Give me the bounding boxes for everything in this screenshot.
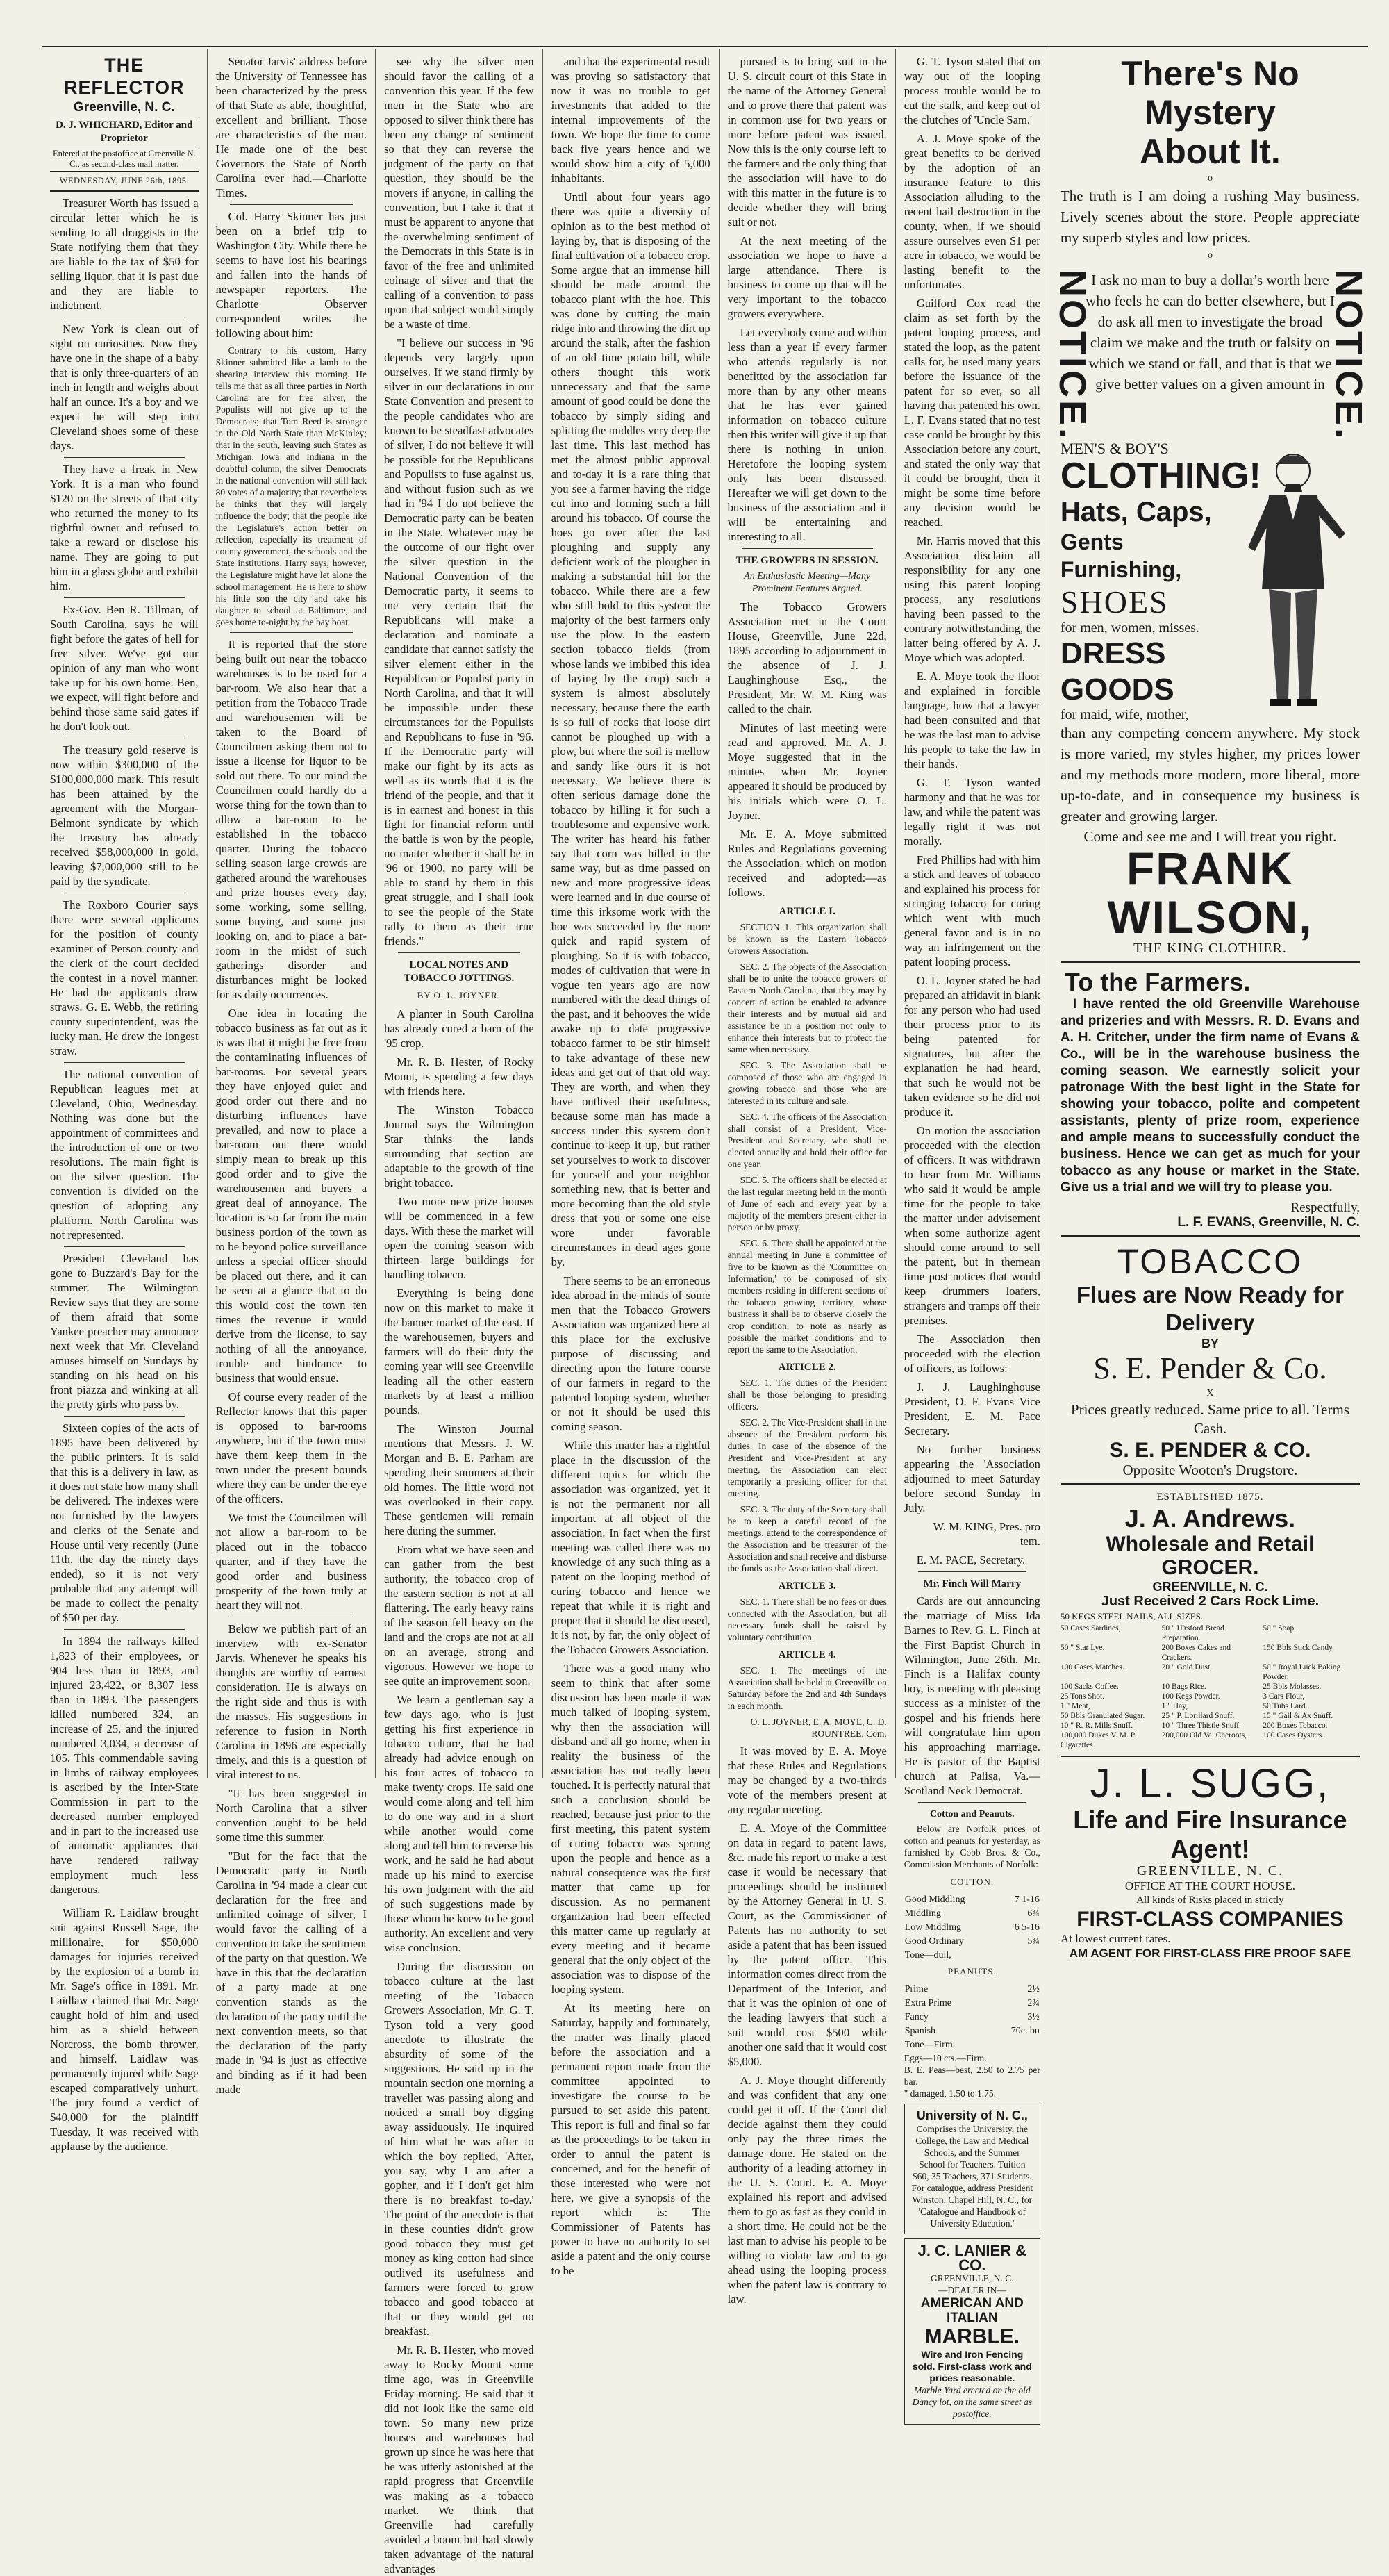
ad-marble-2: MARBLE.	[924, 2325, 1020, 2348]
list-item: 200 Boxes Cakes and Crackers.	[1161, 1644, 1231, 1662]
paragraph: One idea in locating the tobacco business as far out as it is was that it might be free from the contaminating influences of bar-rooms. For several years they have enjoyed quiet and good order out there and no disturbing influences have prevailed, and now to place a bar-room out there would simply mean to break up this good order and to give the warehousemen and buyers a great deal of annoyance. The location is so far from the main business portion of the town as to be beyond police surveillance unless a special officer should be placed out there, and it can be seen at a glance that to do this would cost the town ten times the revenue it would derive from the license, to say nothing of all the annoyance, trouble and hindrance to business that would ensue.	[215, 1007, 367, 1385]
section-heading: LOCAL NOTES AND TOBACCO JOTTINGS.	[404, 959, 515, 984]
table-row: Fancy 3½	[904, 2012, 1040, 2022]
column-5	[720, 49, 896, 2306]
masthead-date: WEDNESDAY, JUNE 26th, 1895.	[50, 171, 199, 190]
paragraph: A planter in South Carolina has already cured a barn of the '95 crop.	[384, 1007, 534, 1050]
ad-frank-wilson: There's No Mystery About It. o The truth is I am doing a rushing May business. Lively scenes about the store. People appreciate my superb styles and low prices. o NOTICE. I ask no man to buy a dollar's worth here who feels he can do better elsewhere, but I do ask all men to investigate the broad claim we make and the truth or falsity on which we stand or fall, and that is that we give better values on a given amount in NOTICE. MEN'S & BOY'S CLOTHING! Hats, Caps, Gents Furnishing, SHOES for men, women, misses. DRESS GOODS for maid, wife, mother, than any competing concern anywhere. My stock is more varied, my styles higher, my prices lower and my methods more modern, more liberal, more up-to-date, and in consequence my business is greater and growing larger. Come and see me and I will treat you right. FRANK WILSON, THE KING CLOTHIER.	[1051, 54, 1370, 957]
rule-text: SEC. 6. There shall be appointed at the annual meeting in June a committee of five to be known as the 'Committee on Information,' to be composed of six members residing in different sections of the tobacco growing territory, whose business it shall be to observe closely the crop condition, to note as nearly as possible the market conditions and to report the same to the Association.	[727, 1238, 887, 1355]
ad-sign-2: L. F. EVANS, Greenville, N. C.	[1177, 1215, 1360, 1230]
ad-town: GREENVILLE, N. C.	[1136, 1863, 1284, 1879]
paragraph: The Association then proceeded with the election of officers, as follows:	[904, 1332, 1040, 1375]
paragraph: "But for the fact that the Democratic party in North Carolina in '94 made a clear cut declaration for the free and unlimited coinage of silver, I would favor the calling of a convention to take the sentiment of the party on that question. We have in this that the declaration of a party made at one convention stands as the declaration of the party until the next convention meets, so that the declaration of the party made in '94 is just as effective and binding as if it had been made	[215, 1849, 367, 2096]
list-item: 25 Bbls Molasses.	[1263, 1683, 1322, 1692]
table-row: Good Ordinary 5¾	[904, 1936, 1040, 1947]
rules-block	[728, 905, 887, 1740]
table-row: Tone—dull,	[904, 1950, 951, 1960]
clothing-list	[1060, 440, 1261, 723]
paragraph: Until about four years ago there was quite a diversity of opinion as to the best method of laying by, that is disposing of the final cultivation of a tobacco crop. Some argue that an immense hill should be made around the tobacco plant with the hoe. This was done by cutting the main ridge into and throwing the dirt up around the stalk, after the fashion of an old time potato hill, while others thought this work unnecessary and that the same amount of good could be done the tobacco by simply siding and splitting the middles very deep the last time. This last method has met the almost public approval and to-day it is a rare thing that you see a farmer having the ridge cut into and forming such a hill around his tobacco. Of course the hoes go over after the last ploughing and supply any deficient work of the plougher in making a substantial hill for the tobacco. While there are a few who still hold to this system the majority of the best farmers only use the plow. In the eastern section tobacco fields (from whose lands we imbibed this idea of laying by the crop) such a system is almost absolutely necessary, because there the earth is so full of rocks that loose dirt cannot be ploughed up with a plow, but where the soil is mellow and sandy like ours it is not necessary. We believe there is often serious damage done the tobacco by hilling it for such a troublesome and expensive work. The writer has heard his father say that corn was hilled in the same way, but as time passed on new and more progressive ideas were learned and in due course of time this irksome work with the hoe was succeeded by the more quick and rapid system of ploughing. So it is with tobacco, modes of cultivation that were in vogue ten years ago are now numbered with the dead things of the past, and it behooves the wide awake up to date progressive tobacco farmer to be stir himself to take advantage of these new ideas and get out of that old way. They are worth, and when they have outlived their usefulness, because some man has made a success under this system don't continue to keep it up, but rather set yourselves to work to discover for yourself and your neighbor something new, that is better and more becoming than the old style dress that you or some one else wore under favorable circumstances in dead ages gone by.	[551, 190, 710, 1269]
column-4	[543, 49, 720, 2277]
table-row: Low Middling 6 5-16	[904, 1922, 1040, 1933]
marriage-heading: Mr. Finch Will Marry	[923, 1578, 1022, 1590]
list-item: 200 Boxes Tobacco.	[1263, 1722, 1328, 1731]
rule-text: SEC. 3. The duty of the Secretary shall be to keep a careful record of the meetings, attend to the correspondence of the Association and be treasurer of the Association and shall receive and disburse the funds as the Association shall direct.	[727, 1504, 887, 1574]
masthead-town: Greenville, N. C.	[73, 100, 175, 115]
paragraph: We learn a gentleman say a few days ago, who is just getting his first experience in tobacco culture, that he had already had advice enough on his four acres of tobacco to make twenty crops. He said one would come along and tell him to do one way and in a short while another would come along and tell him to reverse his work, and he said he had about made up his mind to exercise his own judgment with the aid of such suggestions made by those whom he knew to be good authority. An excellent and very wise conclusion.	[384, 1693, 534, 1954]
table-row: Good Middling 7 1-16	[904, 1894, 1040, 1905]
list-item: 1 " Hay,	[1161, 1702, 1188, 1711]
clothing-block	[1061, 441, 1360, 723]
shoes-label: SHOES	[1060, 584, 1169, 620]
ad-title-2: About It.	[1140, 132, 1281, 171]
column-1	[42, 49, 208, 2153]
column-3	[376, 49, 543, 2575]
notice-text: I ask no man to buy a dollar's worth here who feels he can do better elsewhere, but I do ask all men to investigate the broad claim we make and the truth or falsity on which we stand or fall, and that is that we give better values on a given amount in	[1086, 272, 1335, 393]
ad-item-list	[1061, 1624, 1360, 1750]
paragraph: On motion the association proceeded with the election of officers. It was withdrawn to hear from Mr. Williams who said it would be ample time for the people to take the matter under advisement when some authorize agent should come around to sell the patent, but in themean time post notices that would keep drummers loafers, strangers and tramps off their premises.	[904, 1124, 1040, 1327]
notice-row	[1051, 270, 1370, 442]
paragraph: At the next meeting of the association we hope to have a large attendance. There is business to come up that will be very important to the tobacco growers everywhere.	[727, 234, 887, 320]
list-item: 50 " Royal Luck Baking Powder.	[1263, 1663, 1341, 1682]
ad-pender	[1061, 1242, 1360, 1478]
ad-line: Life and Fire Insurance Agent!	[1073, 1806, 1347, 1864]
rule-text: SEC. 1. There shall be no fees or dues connected with the Association, but all necessary funds shall be raised by voluntary contribution.	[727, 1596, 887, 1642]
ad-title: J. C. LANIER & CO.	[917, 2242, 1027, 2274]
clothing-label: CLOTHING!	[1060, 456, 1261, 497]
rule-text: SEC. 1. The duties of the President shall be those belonging to presiding officers.	[727, 1378, 887, 1412]
peanut-label: PEANUTS.	[947, 1966, 997, 1976]
hats-label: Hats, Caps,	[1060, 497, 1212, 528]
ad-farmers	[1061, 968, 1360, 1230]
paragraph: Let everybody come and within less than a year if every farmer who attends regularly is not benefitted by the association far more than by any other means that he has ever gained information on tobacco culture then this writer will give it up that there is nothing in union. Heretofore the looping system only has been discussed. Hereafter we will get down to the business of the association and it will be entertaining and interesting to all.	[727, 326, 887, 543]
paragraph: The Tobacco Growers Association met in the Court House, Greenville, June 22d, 1895 according to adjournment in the absence of J. J. Laughinghouse Esq., the President, Mr. W. M. King was called to the chair.	[727, 600, 887, 716]
list-item: 100 Sacks Coffee.	[1060, 1683, 1119, 1692]
paragraph: The Winston Tobacco Journal says the Wilmington Star thinks the lands surrounding that section are adaptable to the growth of fine bright tobacco.	[384, 1103, 534, 1189]
column-6	[896, 49, 1049, 2419]
paragraph: The Winston Journal mentions that Messrs. J. W. Morgan and B. E. Parham are spending their summers at their old homes. The little word not was overlooked in their copy. These gentlemen will remain here during the summer.	[384, 1422, 534, 1537]
market-extra: Eggs—10 cts.—Firm. B. E. Peas—best, 2.50 to 2.75 per bar. " damaged, 1.50 to 1.75.	[904, 2053, 1040, 2099]
paragraph: In 1894 the railways killed 1,823 of their employees, or 904 less than in 1893, and injured 23,422, or 8,307 less than in 1893. The passengers killed numbered 324, an increase of 25, and the injured numbered 3,034, a decrease of 105. This commendable saving in limbs of railway employees is ascribed by the Inter-State Commission in part to the decreased number employed and in part to the increased use of automatic appliances that have rendered railway employment much less dangerous.	[50, 1635, 199, 1896]
ad-sub: THE KING CLOTHIER.	[1133, 941, 1287, 957]
paragraph: We trust the Councilmen will not allow a bar-room to be placed out in the tobacco quarter, and if they have the good order and business prosperity of the town truly at heart they will not.	[215, 1511, 367, 1612]
rule-text: SEC. 1. The meetings of the Association shall be held at Greenville on Saturday before the 2nd and 4th Sundays in each month.	[727, 1665, 887, 1711]
paragraph: O. L. Joyner stated he had prepared an affidavit in blank for any person who had used their process prior to its being patented for signatures, but after the explanation he had heard, that such he would not be taken evidence so he did not produce it.	[904, 974, 1040, 1118]
paragraph: Guilford Cox read the claim as set forth by the patent looping process, and stated the loop, as the patent calls for, he used many years before the issuance of the patent for so ever, so all having that patented his own. L. F. Evans stated that no test case could be brought by this Association before any court, and stated the only way that it could be brought, then it might be some time before any decision would be reached.	[904, 297, 1040, 529]
paragraph: While this matter has a rightful place in the discussion of the different topics for which the association was organized, yet it is not the permanent nor all important at all object of the association. In fact when the first meeting was called there was no knowledge of any such thing as a patent on the looping method of curing tobacco and hence we repeat that while it is right and proper that it should be discussed, it is not, by far, the only object of the Tobacco Growers Association.	[551, 1439, 710, 1656]
mens-label: MEN'S & BOY'S	[1060, 440, 1169, 458]
ad-name: S. E. Pender & Co.	[1093, 1351, 1327, 1386]
rule-text: SEC. 2. The Vice-President shall in the absence of the President perform his duties. In case of the absence of the President and Vice-President at any meeting, the Association can elect temporarily a presiding officer for that meeting.	[727, 1417, 887, 1498]
peanut-table	[904, 1983, 1040, 2052]
list-item: 200,000 Old Va. Cheroots,	[1161, 1731, 1247, 1740]
ad-location: Opposite Wooten's Drugstore.	[1122, 1462, 1298, 1479]
cotton-label: COTTON.	[950, 1876, 995, 1887]
ad-yard: Marble Yard erected on the old Dancy lot, on the same street as postoffice.	[912, 2385, 1032, 2419]
ad-flues: Flues are Now Ready for Delivery	[1076, 1282, 1344, 1336]
list-item: 1 " Meat,	[1060, 1702, 1090, 1711]
section-heading: THE GROWERS IN SESSION.	[735, 555, 879, 566]
article-heading: ARTICLE I.	[779, 906, 835, 917]
cotton-table	[904, 1893, 1040, 1963]
notice-right: NOTICE.	[1327, 270, 1370, 442]
list-item: 50 " Soap.	[1263, 1624, 1297, 1633]
table-row: Tone—Firm.	[904, 2040, 956, 2050]
list-item: 150 Bbls Stick Candy.	[1263, 1644, 1335, 1653]
article-heading: ARTICLE 4.	[778, 1649, 836, 1660]
paragraph: pursued is to bring suit in the U. S. circuit court of this State in the name of the Attorney General and to prove there that patent was in common use for two years or more before patent was issued. Now this is the only course left to the farmers and the only thing that the association will have to do with this matter in the future is to decide whether they will bring suit or not.	[727, 55, 887, 229]
ad-town: GREENVILLE, N. C.	[931, 2273, 1014, 2284]
ad-name-2: S. E. PENDER & CO.	[1109, 1439, 1311, 1462]
ad-title: University of N. C.,	[916, 2108, 1028, 2122]
paragraph: "It has been suggested in North Carolina that a silver convention ought to be held some time this summer.	[215, 1787, 367, 1844]
top-rule	[42, 46, 1368, 47]
paragraph: Of course every reader of the Reflector knows that this paper is opposed to bar-rooms anywhere, but if the town must have them keep them in the town under the present bounds where they can be under the eye of the officers.	[215, 1390, 367, 1505]
list-item: 50 " H'rsford Bread Preparation.	[1161, 1624, 1224, 1643]
paragraph: There seems to be an erroneous idea abroad in the minds of some men that the Tobacco Growers Association was organized here at this place for the exclusive purpose of discussing and directing upon the future course of our farmers in regard to the patented looping system, whether or not it should be used this coming season.	[551, 1274, 710, 1433]
paragraph: Fred Phillips had with him a stick and leaves of tobacco and explained his process for stringing tobacco for curing which went with much general favor and is in no way an infringement on the patent looping process.	[904, 853, 1040, 968]
signature: E. M. PACE, Secretary.	[916, 1553, 1026, 1567]
ad-dealer: —DEALER IN—	[938, 2285, 1006, 2295]
dress-label: DRESS GOODS	[1060, 636, 1174, 707]
ad-name: J. L. SUGG,	[1090, 1761, 1331, 1807]
ad-name: J. A. Andrews.	[1124, 1504, 1296, 1533]
paragraph: The national convention of Republican leagues met at Cleveland, Ohio, Wednesday. Nothing was done but the appointment of committees and the introduction of one or two resolutions. The main fight is on the silver question. The convention is divided on the question of adopting any platform. North Carolina was not represented.	[50, 1068, 199, 1241]
ad-prices: Prices greatly reduced. Same price to all. Terms Cash.	[1070, 1401, 1349, 1437]
ad-tail: than any competing concern anywhere. My stock is more varied, my styles higher, my prices lower and my methods more modern, more liberal, more up-to-date, and in consequence my business is greater and growing larger.	[1060, 725, 1360, 825]
column-2	[208, 49, 376, 2096]
ad-x: X	[1206, 1388, 1214, 1399]
rule-text: SECTION 1. This organization shall be known as the Eastern Tobacco Growers Association.	[727, 922, 887, 956]
ad-grocer: Wholesale and Retail GROCER.	[1106, 1533, 1315, 1580]
list-item: 10 " R. R. Mills Snuff.	[1060, 1722, 1133, 1731]
ad-tobacco: TOBACCO	[1117, 1242, 1304, 1282]
list-item: 20 " Gold Dust.	[1161, 1663, 1213, 1672]
signature: W. M. KING, Pres. pro tem.	[933, 1520, 1040, 1548]
list-item: 3 Cars Flour,	[1263, 1692, 1305, 1701]
list-item: 25 " P. Lorillard Snuff.	[1161, 1712, 1235, 1721]
article-heading: ARTICLE 2.	[778, 1362, 836, 1373]
paragraph: No further business appearing the 'Association adjourned to meet Saturday before second Sunday in July.	[904, 1443, 1040, 1514]
paragraph: Mr. Harris moved that this Association disclaim all responsibility for any one using this patent looping process, any resolutions having been passed to the contrary notwithstanding, the latter being offered by A. J. Moye which was adopted.	[904, 534, 1040, 664]
rule-text: SEC. 5. The officers shall be elected at the last regular meeting held in the month of June of each and every year by a majority of the members present either in person or by proxy.	[727, 1175, 887, 1232]
paragraph: Mr. R. B. Hester, of Rocky Mount, is spending a few days with friends here.	[384, 1055, 534, 1098]
table-row: Extra Prime 2¾	[904, 1998, 1040, 2008]
columns	[42, 49, 1370, 2575]
paragraph: E. A. Moye of the Committee on data in regard to patent laws, &c. made his report to make a test case it would be necessary that proceedings should be instituted by the Attorney General in U. S. Court, as the Commissioner of Patents has no authority to set aside a patent that has been issued by the patent office. This information comes direct from the Department of the Interior, and that it was the opinion of one of the leading lawyers that such a suit would cost $500 while another one said that it would cost $5,000.	[727, 1822, 887, 2068]
paragraph: Everything is being done now on this market to make it the banner market of the east. If the warehousemen, buyers and farmers will do their duty the coming year will see Greenville leading all the other eastern markets by at least a million pounds.	[384, 1287, 534, 1417]
paragraph: Minutes of last meeting were read and approved. Mr. A. J. Moye suggested that in the minutes when Mr. Joyner appeared it should be produced by his initials which were O. L. Joyner.	[727, 721, 887, 822]
ad-town: GREENVILLE, N. C.	[1152, 1580, 1268, 1594]
ad-university	[904, 2104, 1040, 2234]
ad-companies: FIRST-CLASS COMPANIES	[1076, 1908, 1344, 1931]
ad-fence: Wire and Iron Fencing sold. First-class work and prices reasonable.	[912, 2349, 1032, 2384]
list-item: 100 Kegs Powder.	[1161, 1692, 1220, 1701]
paragraph: and that the experimental result was proving so satisfactory that now it was no trouble to get investments that added to the internal improvements of the town. We hope the time to come back five years hence and we would show him a city of 5,000 inhabitants.	[551, 55, 710, 185]
table-row: Prime 2½	[904, 1984, 1040, 1995]
list-item: 100 Cases Oysters.	[1263, 1731, 1324, 1740]
gentleman-figure-icon	[1227, 443, 1352, 721]
table-row: Spanish 70c. bu	[904, 2026, 1040, 2036]
paragraph: Mr. R. B. Hester, who moved away to Rocky Mount some time ago, was in Greenville Friday morning. He said that it did not look like the same old town. So many new prize houses and warehouses had grown up since he was here that he was utterly astonished at the rapid progress that Greenville was making as a tobacco market. We think that Greenville had carefully avoided a boom but had slowly taken advantage of the natural advantages	[384, 2343, 534, 2575]
column-7-ads	[1049, 49, 1370, 1960]
paragraph: Contrary to his custom, Harry Skinner submitted like a lamb to the shearing interview this morning. He tells me that as all three parties in North Carolina are for free silver, the Populists will not give up to the Democrats; that Tom Reed is stronger in the Old North State than McKinley; that in the south, leaving such States as Michigan, Iowa and Indiana in the doubtful column, the silver Democrats in the national convention will still lack 80 votes of a majority; that nevertheless he thinks that they will largely influence the body; that the people like the Legislature's action better on reflection, especially its treatment of county government, the schools and the State institutions. Harry says, however, the Legislature might have let alone the school management. He is here to show his little son the city and take his daughter to school at Baltimore, and goes home to-night by the bay boat.	[215, 345, 367, 627]
ad-sign-1: Respectfully,	[1290, 1200, 1360, 1216]
list-item: 50 Tubs Lard.	[1263, 1702, 1308, 1711]
ad-est: ESTABLISHED 1875.	[1156, 1492, 1264, 1503]
paragraph: Two more new prize houses will be commenced in a few days. With these the market will open the coming season with thirteen large buildings for handling tobacco.	[384, 1195, 534, 1281]
paragraph: The treasury gold reserve is now within $300,000 of the $100,000,000 mark. This result has been attained by the agreement with the Morgan-Belmont syndicate by which the treasury has already received $58,000,000 in gold, leaving $7,000,000 still to be paid by the syndicate.	[50, 743, 199, 888]
paragraph: "I believe our success in '96 depends very largely upon ourselves. If we stand firmly by silver in our declarations in our State Convention and present to the people candidates who are known to be steadfast advocates of silver, I do not believe it will be possible for the Republicans and Populists to fuse against us, and without fusion such as we had in '94 I do not believe the Democratic party can be beaten in the State. Whatever may be the outcome of our fight over the silver question in the National Convention of the Democratic party, it seems to me very certain that the Republicans will make a declaration and nominate a candidate that cannot satisfy the silver element either in the Republican or Populist party in North Carolina, and that it will be impossible under these circumstances for the Populists and Republicans to fuse in '96. If the Democratic party will make our fight by its acts as well as its words that it is the friend of the people, and that it is in earnest and honest in this fight for financial reform until the battle is won by the people, no matter whether it shall be in '96 or 1900, no party will be able to stand by them in this great struggle, and I shall look to see the people of the State rally to them as their true friends."	[384, 336, 534, 948]
paragraph: William R. Laidlaw brought suit against Russell Sage, the millionaire, for $50,000 damages for injuries received by the explosion of a bomb in Mr. Sage's office in 1891. Mr. Laidlaw claimed that Mr. Sage caught hold of him and used him as a shield between Norcross, the bomb thrower, and himself. Laidlaw was permanently injured while Sage escaped comparatively unhurt. The jury found a verdict of $40,000 for the plaintiff Tuesday. It was received with applause by the audience.	[50, 1906, 199, 2153]
ad-come: Come and see me and I will treat you right.	[1083, 828, 1337, 845]
list-item: 50 Bbls Granulated Sugar.	[1060, 1712, 1145, 1721]
table-row: Middling 6¾	[904, 1908, 1040, 1919]
paragraph: Col. Harry Skinner has just been on a brief trip to Washington City. While there he seems to have lost his bearings and fallen into the hands of newspaper reporters. The Charlotte Observer correspondent writes the following about him:	[215, 210, 367, 340]
ad-office: OFFICE AT THE COURT HOUSE.	[1124, 1879, 1295, 1893]
list-item: 100,000 Dukes V. M. P. Cigarettes.	[1060, 1731, 1136, 1750]
paragraph: Senator Jarvis' address before the University of Tennessee has been characterized by the press of that State as able, thoughtful, excellent and brilliant. Those are characteristics of the man. He made one of the best Governors the State of North Carolina ever had.—Charlotte Times.	[215, 55, 367, 199]
ad-sugg	[1061, 1762, 1360, 1960]
ad-marble-1: AMERICAN AND ITALIAN	[920, 2296, 1024, 2325]
rule-text: SEC. 2. The objects of the Association shall be to unite the tobacco growers of Eastern North Carolina, that they may by concert of action be enabled to advance their interests and by mutual aid and assistance be in a position not only to enhance their interests but to protect the same when necessary.	[727, 961, 887, 1055]
paragraph: There was a good many who seem to think that after some discussion has been made it was much talked of looping system, why then the association will disband and all go home, when in reality the business of the association has not really been touched. It is perfectly natural that such a conclusion should be reached, because just prior to the first meeting, this patent system of curing tobacco was sprung upon the people and hence as a natural consequence was the first matter that came up for discussion. As no permanent organization had been effected this matter came up regularly at every meeting and it became general that the only object of the association was to dispose of the looping system.	[551, 1662, 710, 1996]
paragraph: J. J. Laughinghouse President, O. F. Evans Vice President, E. M. Pace Secretary.	[904, 1380, 1040, 1437]
masthead-editor: D. J. WHICHARD, Editor and Proprietor	[50, 117, 199, 147]
paragraph: From what we have seen and can gather from the best authority, the tobacco crop of the eastern section is not at all flattering. The early heavy rains of the season fell heavy on the land and the crops are not at all on an average, strong and vigorous. However we hope to see quite an improvement soon.	[384, 1543, 534, 1687]
ad-title-1: There's No Mystery	[1121, 54, 1299, 132]
paragraph: They have a freak in New York. It is a man who found $120 on the streets of that city who returned the money to its rightful owner and refused to take a reward or disclose his name. They are going to put him in a glass globe and exhibit him.	[50, 463, 199, 593]
market-intro: Below are Norfolk prices of cotton and peanuts for yesterday, as furnished by Cobb Bros. & Co., Commission Merchants of Norfolk:	[904, 1824, 1040, 1869]
list-item: 50 " Star Lye.	[1060, 1644, 1105, 1653]
masthead	[50, 54, 199, 192]
ad-rates: At lowest current rates.	[1060, 1932, 1171, 1946]
ad-agent: AM AGENT FOR FIRST-CLASS FIRE PROOF SAFE	[1069, 1947, 1351, 1960]
paragraph: It is reported that the store being built out near the tobacco warehouses is to be used for a bar-room. We also hear that a petition from the Tobacco Trade and warehousemen will be taken to the Board of Councilmen asking them not to issue a license for liquor to be sold out there. To our mind the Councilmen could hardly do a worse thing for the town than to allow a bar-room to be established in the tobacco quarter. During the tobacco selling season large crowds are gathered around the warehouses and prize houses every day, some working, some selling, some buying, and some just looking on, and to place a bar-room in the midst of such gatherings disorder and disturbances might be looked for as daily occurrences.	[215, 638, 367, 1001]
ad-risks: All kinds of Risks placed in strictly	[1136, 1894, 1284, 1906]
ad-name: FRANK WILSON,	[1107, 843, 1313, 943]
paragraph: E. A. Moye took the floor and explained in forcible language, how that a lawyer had been consulted and that he was the last man to advise his people to take the law in their hands.	[904, 670, 1040, 770]
ad-lanier	[904, 2238, 1040, 2425]
paragraph: During the discussion on tobacco culture at the last meeting of the Tobacco Growers Association, Mr. G. T. Tyson told a very good anecdote to illustrate the absurdity of some of the suggestions. He said up in the mountain section one morning a traveller was passing along and noticed a small boy digging away assiduously. He inquired of him what he was after to which the boy replied, 'After, you say, why I am after a gopher, and if I don't get him there is no breakfast to-day.' The point of the anecdote is that in these counties didn't grow good tobacco they must get money as king cotton had since outlived its usefulness and farmers were forced to grow tobacco and good tobacco at that or they would get no breakfast.	[384, 1960, 534, 2338]
paragraph: Below we publish part of an interview with ex-Senator Jarvis. Whenever he speaks his thoughts are worthy of earnest consideration. He is always on the right side and thus is with the masses. His suggestions in reference to fusion in North Carolina in 1896 are especially timely, and this is a question of vital interest to us.	[215, 1622, 367, 1781]
rule-text: SEC. 4. The officers of the Association shall consist of a President, Vice-President and Secretary, who shall be elected annually and hold their office for one year.	[727, 1112, 887, 1169]
masthead-title: THE REFLECTOR	[64, 55, 185, 98]
ad-text: Comprises the University, the College, the Law and Medical Schools, and the Summer School for Teachers. Tuition $60, 35 Teachers, 371 Students. For catalogue, address President Winston, Chapel Hill, N. C., for 'Catalogue and Handbook of University Education.'	[911, 2124, 1033, 2229]
ad-title: To the Farmers.	[1064, 968, 1251, 997]
paragraph: At its meeting here on Saturday, happily and fortunately, the matter was finally placed before the association and a permanent report made from the committee appointed to investigate the course to be pursued to set aside this patent. This report is full and final so far as the proceedings to be taken in order to annul the patent is concerned, and for the benefit of those interested who were not here, we give a synopsis of the report which is: The Commissioner of Patents has power to have no authority to set aside a patent and the only course to be	[551, 2001, 710, 2277]
paragraph: see why the silver men should favor the calling of a convention this year. If the few men in the State who are opposed to silver think there has been any change of sentiment so that they can reverse the judgment of the party on that question, they should be the movers if anyone, in calling the convention, but I take it that it must be apparent to anyone that the overwhelming sentiment of the Democrats in this State is in favor of the free and unlimited coinage of silver and that the calling of a convention to pass upon that subject would simply be a waste of time.	[384, 55, 534, 331]
ad-andrews	[1061, 1490, 1360, 1750]
byline: BY O. L. JOYNER.	[417, 990, 501, 1000]
list-item: 100 Cases Matches.	[1060, 1663, 1124, 1672]
gents-label: Gents Furnishing,	[1060, 529, 1182, 583]
paragraph: New York is clean out of sight on curiosities. Now they have one in the shape of a baby that is only three-quarters of an inch in length and weighs about half an ounce. It's a boy and we expect he will step into Cleveland shoes some of these days.	[50, 322, 199, 452]
list-item: 50 Cases Sardines,	[1060, 1624, 1121, 1633]
paragraph: Cards are out announcing the marriage of Miss Ida Barnes to Rev. G. L. Finch at the First Baptist Church in Wilmington, June 26th. Mr. Finch is a Halifax county boy, is meeting with pleasing success as a minister of the gospel and his friends here will congratulate him upon his approaching marriage. He is pastor of the Baptist church at Palisa, Va.—Scotland Neck Democrat.	[904, 1594, 1040, 1797]
paragraph: Ex-Gov. Ben R. Tillman, of South Carolina, says he will fight before the gates of hell for free silver. We've got our opinion of any man who wont take up for his own home. Ben, we expect, will fight before and behind those same said gates if he don't look out.	[50, 603, 199, 733]
paragraph: President Cleveland has gone to Buzzard's Bay for the summer. The Wilmington Review says that they are some of them afraid that some Yankee preacher may announce next week that Mr. Cleveland amuses himself on Sundays by standing on his head on his front piazza and winking at all the pretty girls who pass by.	[50, 1252, 199, 1411]
list-item: 15 " Gail & Ax Snuff.	[1263, 1712, 1333, 1721]
paragraph: The Roxboro Courier says there were several applicants for the position of county examiner of Person county and the clerk of the court decided the contest in a novel manner. He had the applicants draw straws. G. E. Webb, the retiring county superintendent, was the lucky man. He drew the longest straw.	[50, 898, 199, 1057]
paragraph: Treasurer Worth has issued a circular letter which he is sending to all druggists in the State notifying them that they are liable to the tax of $50 for selling liquor, that it is past due and they are liable to indictment.	[50, 197, 199, 312]
paragraph: Mr. E. A. Moye submitted Rules and Regulations governing the Association, which on motion received and adopted:—as follows.	[727, 827, 887, 899]
notice-left: NOTICE.	[1051, 270, 1093, 442]
masthead-entered: Entered at the postoffice at Greenville N. C., as second-class mail matter.	[53, 149, 196, 169]
section-subheading: An Enthusiastic Meeting—Many Prominent Features Argued.	[744, 571, 871, 594]
paragraph: It was moved by E. A. Moye that these Rules and Regulations may be changed by a two-thirds vote of the members present at any regular meeting.	[727, 1744, 887, 1816]
article-heading: ARTICLE 3.	[778, 1580, 836, 1592]
paragraph: G. T. Tyson wanted harmony and that he was for law, and while the patent was legally right it was not morally.	[904, 776, 1040, 848]
rule-text: SEC. 3. The Association shall be composed of those who are engaged in growing tobacco and those who are interested in its culture and sale.	[727, 1060, 887, 1106]
ad-body: I have rented the old Greenville Warehouse and prizeries and with Messrs. R. D. Evans and A. H. Critcher, under the firm name of Evans & Co., will be in the warehouse business the coming season. We earnestly solicit your patronage With the best light in the State for showing your tobacco, polite and competent assistants, plenty of prize room, experience and ample means to successfully conduct the business. Hence we can get as much for your tobacco as any house or market in the State. Give us a trial and we will try to please you.	[1060, 997, 1360, 1196]
committee-signature: O. L. JOYNER, E. A. MOYE, C. D. ROUNTREE. Com.	[750, 1717, 887, 1739]
ad-by: BY	[1201, 1337, 1219, 1351]
ad-nails: 50 KEGS STEEL NAILS, ALL SIZES.	[1060, 1611, 1204, 1622]
paragraph: Sixteen copies of the acts of 1895 have been delivered by the public printers. It is said that this is a delivery in law, as it does not state how many shall be delivered. The indexes were not furnished by the lawyers and clerks of the Senate and House until very recently (June 11th, the day the ninety days ended), so it is not very probable that any attempt will be made to collect the penalty of $50 per day.	[50, 1421, 199, 1624]
ad-body: The truth is I am doing a rushing May business. Lively scenes about the store. People appreciate my superb styles and low prices.	[1060, 188, 1360, 246]
paragraph: A. J. Moye thought differently and was confident that any one could get it off. If the Court did decide against them they could only pay the three times the damage done. He stated on the authority of a leading attorney in the U. S. Court. E. A. Moye explained his report and advised them to go as fast as they could in a short time. He could not be the last man to advise his people to be willing to violate law and to go ahead using the looping process when the patent law is contrary to law.	[727, 2074, 887, 2306]
list-item: 10 " Three Thistle Snuff.	[1161, 1722, 1241, 1731]
list-item: 25 Tons Shot.	[1060, 1692, 1105, 1701]
paragraph: G. T. Tyson stated that on way out of the looping process trouble would be to cut the stalk, and keep out of the clutches of 'Uncle Sam.'	[904, 55, 1040, 126]
list-item: 10 Bags Rice.	[1161, 1683, 1206, 1692]
shoes-for: for men, women, misses.	[1060, 620, 1199, 636]
ad-lime: Just Received 2 Cars Rock Lime.	[1101, 1594, 1320, 1610]
paragraph: A. J. Moye spoke of the great benefits to be derived by the adoption of an insurance feature to this Association alluding to the recent hail destruction in the county, when, if we should assure ourselves even $1 per acre in tobacco, we would be lasting benefit to the unfortunates.	[904, 132, 1040, 291]
clothier-figure	[1220, 441, 1360, 723]
dress-for: for maid, wife, mother,	[1060, 707, 1189, 723]
market-heading: Cotton and Peanuts.	[929, 1809, 1015, 1819]
